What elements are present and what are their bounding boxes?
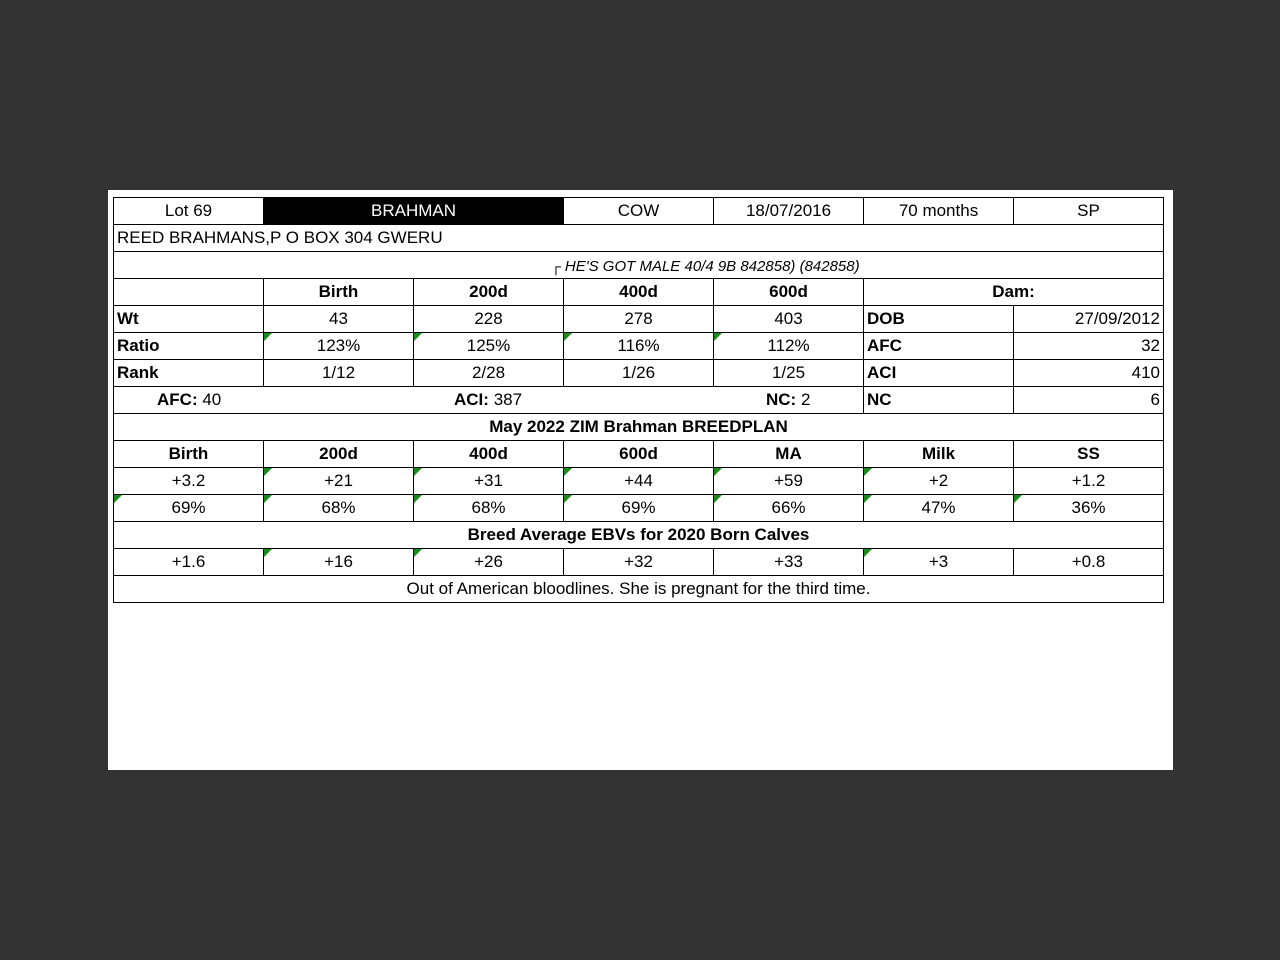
dam-value: 6 — [1014, 387, 1164, 414]
age: 70 months — [864, 198, 1014, 225]
nc-item — [766, 387, 810, 413]
row-label: Wt — [114, 306, 264, 333]
breed-average-title: Breed Average EBVs for 2020 Born Calves — [114, 522, 1164, 549]
ebv-cell: +21 — [264, 468, 414, 495]
row-label: Rank — [114, 360, 264, 387]
breed-average-cell: +16 — [264, 549, 414, 576]
header-row — [114, 198, 1164, 225]
breed-average-cell: +26 — [414, 549, 564, 576]
accuracy-cell: 66% — [714, 495, 864, 522]
breeder-row — [114, 225, 1164, 252]
ebv-col-birth: Birth — [114, 441, 264, 468]
breedplan-header-row — [114, 441, 1164, 468]
accuracy-row — [114, 495, 1164, 522]
ebv-cell: +1.2 — [1014, 468, 1164, 495]
comment-text: Out of American bloodlines. She is pregnant for the third time. — [114, 576, 1164, 603]
nc-value: 2 — [800, 390, 811, 409]
col-600d: 600d — [714, 279, 864, 306]
table-cell: 403 — [714, 306, 864, 333]
ebv-col-ma: MA — [714, 441, 864, 468]
ebv-cell: +31 — [414, 468, 564, 495]
breedplan-title-row — [114, 414, 1164, 441]
bracket-top-icon: ┌ — [551, 258, 561, 274]
table-cell: 228 — [414, 306, 564, 333]
rank-row — [114, 360, 1164, 387]
dam-value: 410 — [1014, 360, 1164, 387]
col-400d: 400d — [564, 279, 714, 306]
performance-header-row — [114, 279, 1164, 306]
table-cell: 125% — [414, 333, 564, 360]
dam-value: 27/09/2012 — [1014, 306, 1164, 333]
breedplan-title: May 2022 ZIM Brahman BREEDPLAN — [114, 414, 1164, 441]
pedigree-block — [114, 252, 1164, 279]
aci-value: 387 — [493, 390, 523, 409]
dam-value: 32 — [1014, 333, 1164, 360]
breed-average-cell: +32 — [564, 549, 714, 576]
afc-label: AFC: — [157, 390, 198, 409]
dam-title: Dam: — [864, 279, 1164, 306]
afc-value: 40 — [202, 390, 222, 409]
lot-sheet — [108, 190, 1173, 770]
breed-average-cell: +3 — [864, 549, 1014, 576]
accuracy-cell: 69% — [114, 495, 264, 522]
ebv-col-400d: 400d — [414, 441, 564, 468]
nc-label: NC: — [766, 390, 797, 409]
afc-row — [114, 387, 1164, 414]
ebv-cell: +3.2 — [114, 468, 264, 495]
ebv-cell: +59 — [714, 468, 864, 495]
aci-item — [454, 387, 522, 413]
breed-average-row — [114, 549, 1164, 576]
date-of-birth: 18/07/2016 — [714, 198, 864, 225]
accuracy-cell: 47% — [864, 495, 1014, 522]
table-cell: 112% — [714, 333, 864, 360]
table-cell: 123% — [264, 333, 414, 360]
col-200d: 200d — [414, 279, 564, 306]
table-cell: 2/28 — [414, 360, 564, 387]
comment-row — [114, 576, 1164, 603]
row-label: Ratio — [114, 333, 264, 360]
status: SP — [1014, 198, 1164, 225]
ebv-col-ss: SS — [1014, 441, 1164, 468]
lot-number: Lot 69 — [114, 198, 264, 225]
afc-item — [157, 387, 221, 413]
breed-name: BRAHMAN — [264, 198, 564, 225]
ebv-col-200d: 200d — [264, 441, 414, 468]
breed-average-cell: +0.8 — [1014, 549, 1164, 576]
dam-label: DOB — [864, 306, 1014, 333]
afc-aci-nc-strip — [114, 387, 864, 414]
pedigree-row — [114, 252, 1164, 279]
breed-average-cell: +1.6 — [114, 549, 264, 576]
accuracy-cell: 36% — [1014, 495, 1164, 522]
col-birth: Birth — [264, 279, 414, 306]
breed-average-title-row — [114, 522, 1164, 549]
breed-average-cell: +33 — [714, 549, 864, 576]
blank-cell — [114, 279, 264, 306]
table-cell: 1/26 — [564, 360, 714, 387]
lot-table — [113, 197, 1164, 603]
ratio-row — [114, 333, 1164, 360]
ebv-col-milk: Milk — [864, 441, 1014, 468]
accuracy-cell: 69% — [564, 495, 714, 522]
ebv-col-600d: 600d — [564, 441, 714, 468]
breeder-address: REED BRAHMANS,P O BOX 304 GWERU — [114, 225, 1164, 252]
aci-label: ACI: — [454, 390, 489, 409]
sex: COW — [564, 198, 714, 225]
table-cell: 1/12 — [264, 360, 414, 387]
accuracy-cell: 68% — [264, 495, 414, 522]
dam-label: ACI — [864, 360, 1014, 387]
table-cell: 1/25 — [714, 360, 864, 387]
ebv-cell: +2 — [864, 468, 1014, 495]
sire-sire-name: HE'S GOT MALE 40/4 9B 842858) (842858) — [564, 258, 860, 275]
pedigree-sire-sire — [551, 256, 860, 277]
accuracy-cell: 68% — [414, 495, 564, 522]
ebv-cell: +44 — [564, 468, 714, 495]
weight-row — [114, 306, 1164, 333]
table-cell: 278 — [564, 306, 714, 333]
dam-label: AFC — [864, 333, 1014, 360]
dam-label: NC — [864, 387, 1014, 414]
table-cell: 116% — [564, 333, 714, 360]
ebv-row — [114, 468, 1164, 495]
table-cell: 43 — [264, 306, 414, 333]
